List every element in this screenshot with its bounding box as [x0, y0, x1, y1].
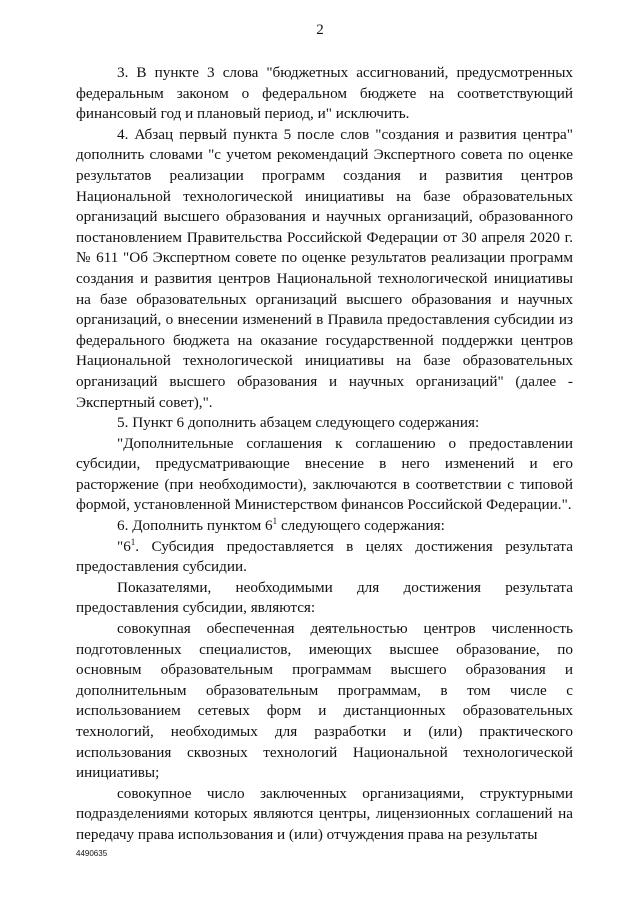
paragraph-item-6-text-end: следующего содержания:	[277, 517, 445, 535]
paragraph-6-1-text: "6	[117, 537, 131, 555]
paragraph-item-5: 5. Пункт 6 дополнить абзацем следующего содержания:	[117, 414, 480, 432]
superscript: 1	[130, 536, 136, 547]
paragraph-item-6-text: 6. Дополнить пунктом 6	[117, 517, 273, 535]
paragraph-6-1	[76, 537, 573, 578]
paragraph-item-4: 4. Абзац первый пункта 5 после слов "создания и развития центра" дополнить словами "с учетом рекомендаций Экспертного совета по оценке результатов реализации программ создания и развития центров Национальной технологической инициативы на базе образовательных организаций высшего образования и научных организаций, образованного постановлением Правительства Российской Федерации от 30 апреля 2020 г. № 611 "Об Экспертном совете по оценке результатов реализации программ создания и развития центров Национальной технологической инициативы на базе образовательных организаций высшего образования и научных организаций, о внесении изменений в Правила предоставления субсидии из федерального бюджета на оказание государственной поддержки центров Национальной технологической инициативы на базе образовательных организаций высшего образования и научных организаций" (далее - Экспертный совет),".	[76, 125, 573, 411]
indicator-specialists: совокупная обеспеченная деятельностью центров численность подготовленных специалистов, имеющих высшее образование, по основным образовательным программам высшего образования и дополнительным образовательным программам, в том числе с использованием сетевых форм и дистанционных образовательных технологий, необходимых для разработки и (или) практического использования сквозных технологий Национальной технологической инициативы;	[76, 620, 573, 782]
quoted-additional-agreements: "Дополнительные соглашения к соглашению о предоставлении субсидии, предусматривающие внесение в него изменений и его расторжение (при необходимости), заключаются в соответствии с типовой формой, установленной Министерством финансов Российской Федерации.".	[76, 434, 573, 514]
document-body	[76, 63, 573, 846]
paragraph-item-3: 3. В пункте 3 слова "бюджетных ассигнований, предусмотренных федеральным законом о федеральном бюджете на соответствующий финансовый год и плановый период, и" исключить.	[76, 64, 573, 123]
document-code: 4490635	[76, 849, 108, 858]
paragraph-item-6	[76, 516, 573, 537]
superscript: 1	[272, 516, 278, 527]
page-number: 2	[316, 22, 324, 38]
indicator-license-agreements: совокупное число заключенных организациями, структурными подразделениями которых являются центры, лицензионных соглашений на передачу права использования и (или) отчуждения права на результаты	[76, 784, 573, 843]
indicators-intro: Показателями, необходимыми для достижения результата предоставления субсидии, являются:	[76, 578, 573, 617]
paragraph-6-1-text-end: . Субсидия предоставляется в целях достижения результата предоставления субсидии.	[76, 537, 573, 576]
